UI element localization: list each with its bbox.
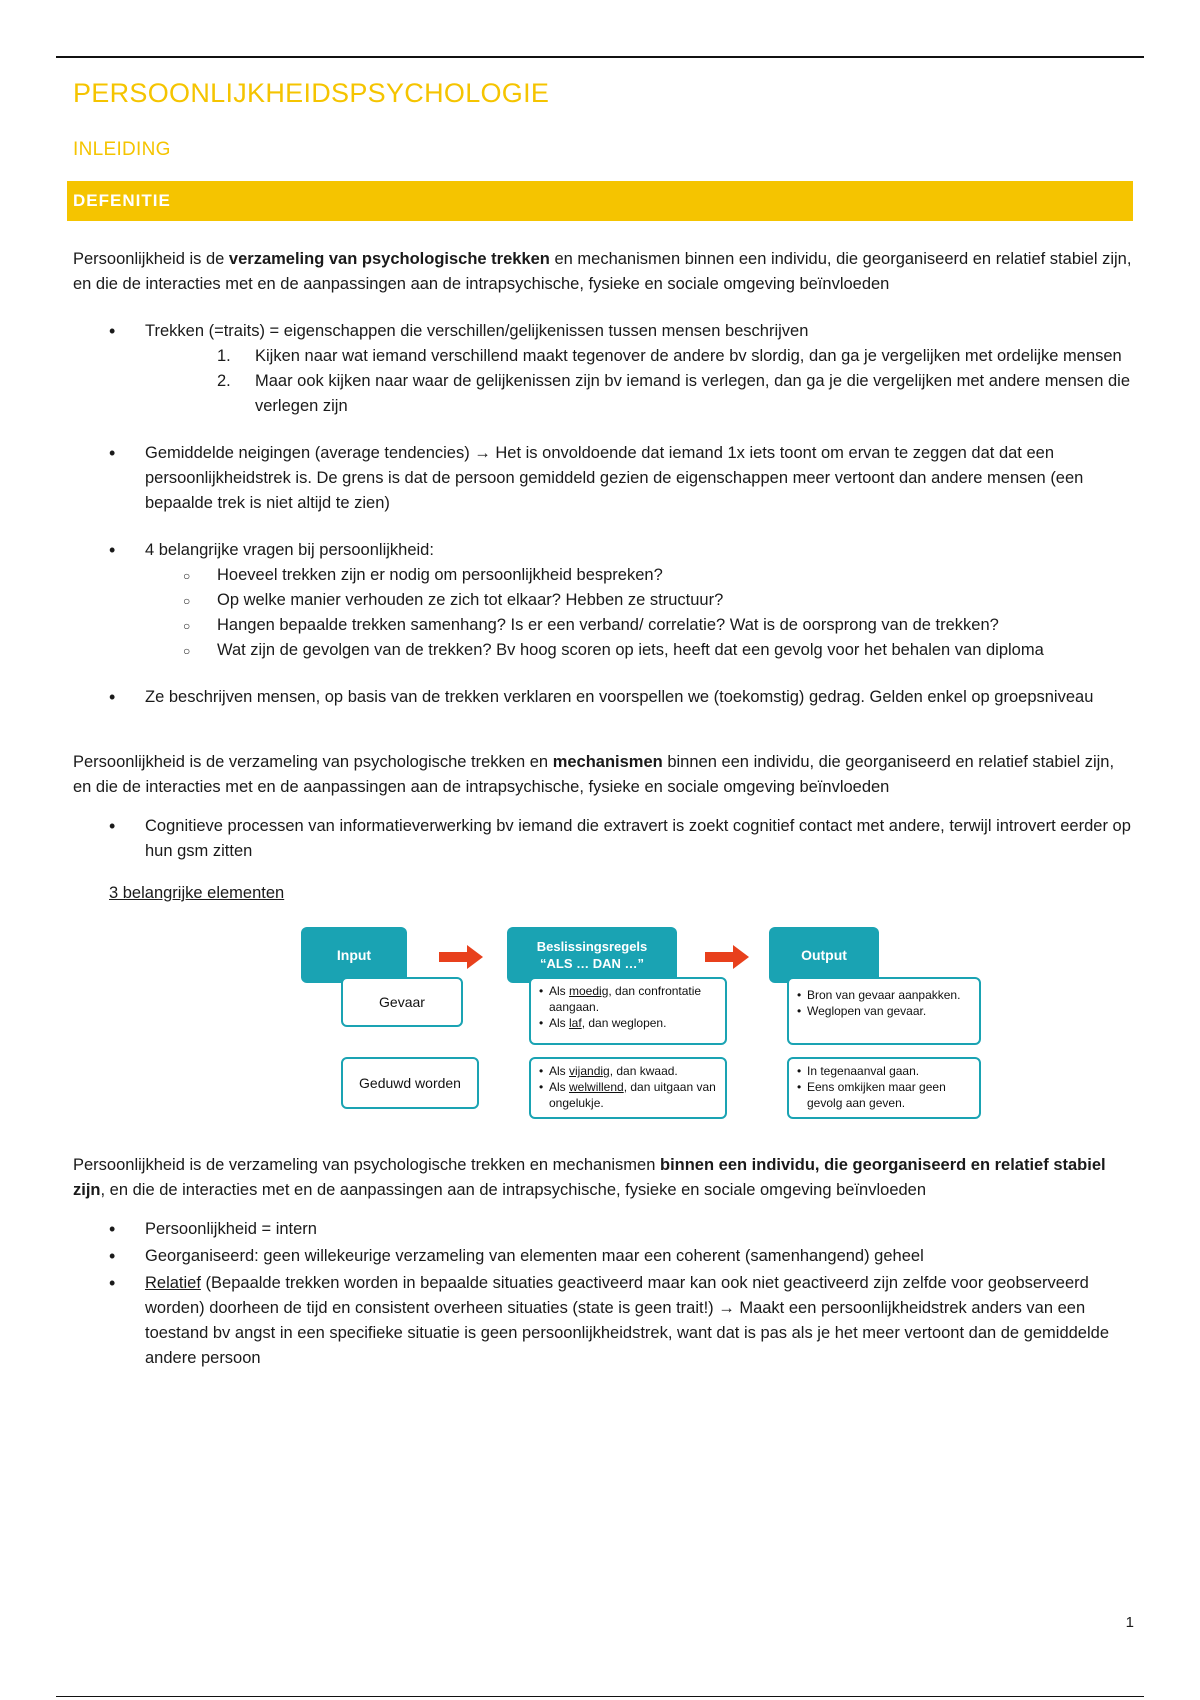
list-item: • Relatief (Bepaalde trekken worden in bepaalde situaties geactiveerd maar kan ook niet geactiveerd zijn zelfde voor geobserveerd worden) doorheen de tijd en consistent overheen situaties (state is geen trait!) → Maakt een persoonlijkheidstrek anders van een toestand bv angst in een specifieke situatie is geen persoonlijkheidstrek, want dat is pas als je het meer vertoont dan de gemiddelde andere persoon — [73, 1271, 1133, 1371]
rules-box-2 — [529, 1057, 727, 1119]
rule-item: • Als vijandig, dan kwaad. — [549, 1063, 719, 1079]
top-rule — [56, 56, 1144, 58]
output-item: • Bron van gevaar aanpakken. — [807, 987, 973, 1003]
rules-header — [507, 927, 677, 983]
list-item: • Georganiseerd: geen willekeurige verzameling van elementen maar een coherent (samenhangend) geheel — [73, 1244, 1133, 1269]
rule-item: • Als laf, dan weglopen. — [549, 1015, 719, 1031]
input-rules-output-diagram — [301, 927, 981, 1127]
output-header: Output — [769, 927, 879, 983]
definition-paragraph-3: Persoonlijkheid is de verzameling van psychologische trekken en mechanismen binnen een individu, die georganiseerd en relatief stabiel zijn, en die de interacties met en de aanpassingen aan de intrapsychische, fysieke en sociale omgeving beïnvloeden — [73, 1156, 1106, 1199]
sub-item: ○ Hoeveel trekken zijn er nodig om persoonlijkheid bespreken? — [145, 563, 1133, 588]
rule-item: • Als moedig, dan confrontatie aangaan. — [549, 983, 719, 1015]
output-box-2 — [787, 1057, 981, 1119]
list-item: • Gemiddelde neigingen (average tendencies) → Het is onvoldoende dat iemand 1x iets toont om ervan te zeggen dat dat een persoonlijkheidstrek is. De grens is dat de persoon gemiddeld gezien de eigenschappen meer vertoont dan andere mensen (een bepaalde trek is niet altijd te zien) — [73, 441, 1133, 516]
output-box-1 — [787, 977, 981, 1045]
page-number: 1 — [1125, 1614, 1134, 1631]
numbered-item: 2. Maar ook kijken naar waar de gelijkenissen zijn bv iemand is verlegen, dan ga je die vergelijken met andere mensen die verlegen zijn — [217, 372, 1130, 415]
output-item: • Eens omkijken maar geen gevolg aan geven. — [807, 1079, 973, 1111]
sub-item: ○ Op welke manier verhouden ze zich tot elkaar? Hebben ze structuur? — [145, 588, 1133, 613]
rules-subtitle: “ALS … DAN …” — [540, 956, 644, 971]
numbered-item: 1. Kijken naar wat iemand verschillend maakt tegenover de andere bv slordig, dan ga je vergelijken met ordelijke mensen — [217, 347, 1122, 365]
arrow-right-icon — [439, 945, 483, 969]
elements-subheading: 3 belangrijke elementen — [109, 884, 285, 902]
sub-item: ○ Wat zijn de gevolgen van de trekken? Bv hoog scoren op iets, heeft dat een gevolg voor het behalen van diploma — [145, 638, 1133, 663]
definition-paragraph-2: Persoonlijkheid is de verzameling van psychologische trekken en mechanismen binnen een individu, die georganiseerd en relatief stabiel zijn, en die de interacties met en de aanpassingen aan de intrapsychische, fysieke en sociale omgeving beïnvloeden — [73, 753, 1115, 796]
input-box-1: Gevaar — [341, 977, 463, 1027]
bullet-list-1 — [73, 319, 1133, 710]
bullet-list-3 — [73, 1217, 1133, 1371]
subsection-bar: DEFENITIE — [67, 181, 1133, 221]
output-item: • In tegenaanval gaan. — [807, 1063, 973, 1079]
input-header: Input — [301, 927, 407, 983]
bullet-list-2 — [73, 814, 1133, 864]
section-heading: INLEIDING — [73, 139, 171, 160]
list-item: • 4 belangrijke vragen bij persoonlijkheid: ○ Hoeveel trekken zijn er nodig om persoonlijkheid bespreken? ○ Op welke manier verhouden ze zich tot elkaar? Hebben ze structuur? ○ Hangen bepaalde trekken samenhang? Is er een verband/ correlatie? Wat is de oorsprong van de trekken? ○ Wat zijn de gevolgen van de trekken? Bv hoog scoren op iets, heeft dat een gevolg voor het behalen van diploma — [73, 538, 1133, 663]
output-item: • Weglopen van gevaar. — [807, 1003, 973, 1019]
arrow-right-icon — [705, 945, 749, 969]
rules-title: Beslissingsregels — [536, 939, 648, 954]
document-page — [73, 72, 1133, 1373]
list-item: • Trekken (=traits) = eigenschappen die verschillen/gelijkenissen tussen mensen beschrijven 1. Kijken naar wat iemand verschillend maakt tegenover de andere bv slordig, dan ga je vergelijken met ordelijke mensen 2. Maar ook kijken naar waar de gelijkenissen zijn bv iemand is verlegen, dan ga je die vergelijken met andere mensen die verlegen zijn — [73, 319, 1133, 419]
rules-box-1 — [529, 977, 727, 1045]
list-item: • Ze beschrijven mensen, op basis van de trekken verklaren en voorspellen we (toekomstig) gedrag. Gelden enkel op groepsniveau — [73, 685, 1133, 710]
input-box-2: Geduwd worden — [341, 1057, 479, 1109]
rule-item: • Als welwillend, dan uitgaan van ongelukje. — [549, 1079, 719, 1111]
bottom-rule — [56, 1696, 1144, 1697]
list-item: • Cognitieve processen van informatieverwerking bv iemand die extravert is zoekt cognitief contact met andere, terwijl introvert eerder op hun gsm zitten — [73, 814, 1133, 864]
sub-item: ○ Hangen bepaalde trekken samenhang? Is er een verband/ correlatie? Wat is de oorsprong van de trekken? — [145, 613, 1133, 638]
list-item: • Persoonlijkheid = intern — [73, 1217, 1133, 1242]
document-title: PERSOONLIJKHEIDSPSYCHOLOGIE — [73, 78, 550, 108]
definition-paragraph-1: Persoonlijkheid is de verzameling van psychologische trekken en mechanismen binnen een individu, die georganiseerd en relatief stabiel zijn, en die de interacties met en de aanpassingen aan de intrapsychische, fysieke en sociale omgeving beïnvloeden — [73, 250, 1132, 293]
